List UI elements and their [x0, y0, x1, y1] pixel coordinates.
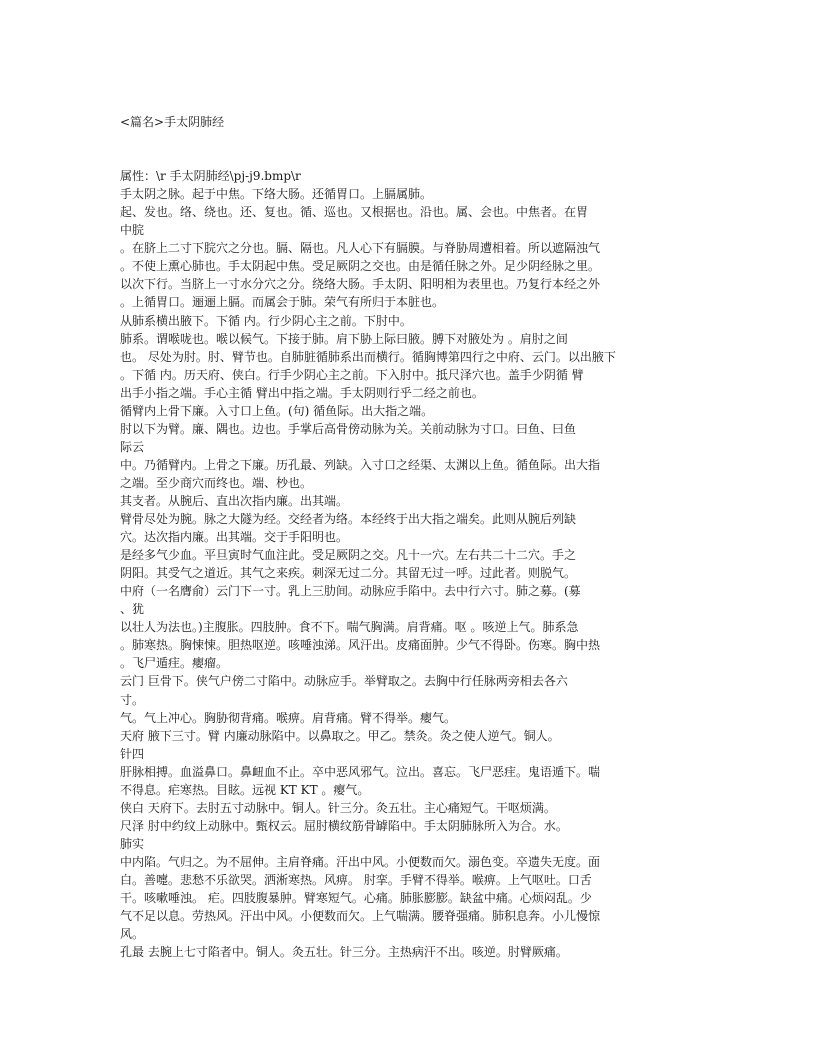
text-line: 中。乃循臂内。上骨之下廉。历孔最、列缺。入寸口之经渠、太渊以上鱼。循鱼际。出大指 [120, 457, 601, 472]
blank-line [120, 149, 700, 167]
document-heading: <篇名>手太阴肺经 [120, 115, 225, 129]
blank-line [120, 131, 700, 149]
text-line: 侠白 天府下。去肘五寸动脉中。铜人。针三分。灸五壮。主心痛短气。干呕烦满。 [120, 800, 556, 815]
text-line: 之端。至少商穴而终也。端、杪也。 [120, 475, 313, 490]
text-line: 气。气上冲心。胸胁彻背痛。喉痹。肩背痛。臂不得举。瘿气。 [120, 710, 457, 725]
text-line: 其支者。从腕后、直出次指内廉。出其端。 [120, 493, 349, 508]
text-line: 际云 [120, 439, 145, 454]
text-line: 气不足以息。劳热风。汗出中风。小便数而欠。上气喘满。腰脊强痛。肺积息奔。小儿慢惊 [120, 909, 601, 924]
text-line: 阴阳。其受气之道近。其气之来疾。刺深无过二分。其留无过一呼。过此者。则脱气。 [120, 566, 577, 581]
text-line: 以次下行。当脐上一寸水分穴之分。绕络大肠。手太阴、阳明相为表里也。乃复行本经之外 [120, 277, 601, 292]
document-page [120, 113, 700, 961]
text-line: 肺实 [120, 836, 145, 851]
text-line: 从肺系横出腋下。下循 内。行少阴心主之前。下肘中。 [120, 313, 412, 328]
text-line: 属性：\r 手太阴肺经\pj-j9.bmp\r [120, 169, 301, 184]
text-line: 寸。 [120, 692, 145, 707]
text-line: 云门 巨骨下。侠气户傍二寸陷中。动脉应手。举臂取之。去胸中行任脉两旁相去各六 [120, 674, 568, 689]
text-line: 以壮人为法也。)主腹胀。四肢肿。食不下。喘气胸满。肩背痛。呕 。咳逆上气。肺系急 [120, 620, 579, 635]
text-line: 循臂内上骨下廉。入寸口上鱼。(句) 循鱼际。出大指之端。 [120, 403, 434, 418]
text-line: 干。咳嗽唾浊。 疟。四肢腹暴肿。臂寒短气。心痛。肺胀膨膨。缺盆中痛。心烦闷乱。少 [120, 891, 592, 906]
text-line: 天府 腋下三寸。臂 内廉动脉陷中。以鼻取之。甲乙。禁灸。灸之使人逆气。铜人。 [120, 728, 560, 743]
text-line: 不得息。疟寒热。目眩。远视 KT KT 。瘿气。 [120, 782, 370, 797]
text-line: 肘以下为臂。廉、隅也。边也。手掌后高骨傍动脉为关。关前动脉为寸口。曰鱼、曰鱼 [120, 421, 577, 436]
text-line: 白。善嚏。悲愁不乐欲哭。洒淅寒热。风痹。 肘挛。手臂不得举。喉痹。上气呕吐。口舌 [120, 872, 592, 887]
text-line: 臂骨尽处为腕。脉之大隧为经。交经者为络。本经终于出大指之端矣。此则从腕后列缺 [120, 512, 577, 527]
text-line: 起、发也。络、绕也。还、复也。循、巡也。又根据也。沿也。属、会也。中焦者。在胃 [120, 205, 589, 220]
text-line: 也。 尽处为肘。肘、臂节也。自肺脏循肺系出而横行。循胸博第四行之中府、云门。以出腋下 [120, 349, 616, 364]
text-line: 中府（一名膺俞）云门下一寸。乳上三肋间。动脉应手陷中。去中行六寸。肺之募。(募 [120, 584, 581, 599]
text-line: 尺泽 肘中约纹上动脉中。甄权云。屈肘横纹筋骨罅陷中。手太阴肺脉所入为合。水。 [120, 818, 568, 833]
text-line: 中脘 [120, 223, 145, 238]
text-line: 中内陷。气归之。为不屈伸。主肩脊痛。汗出中风。小便数而欠。溺色变。卒遗失无度。面 [120, 854, 601, 869]
text-line: 肺系。谓喉咙也。喉以候气。下接于肺。肩下胁上际曰腋。膊下对腋处为 。肩肘之间 [120, 331, 568, 346]
text-line: 。飞尸遁疰。瘿瘤。 [120, 656, 229, 671]
text-line: 。不使上熏心肺也。手太阴起中焦。受足厥阴之交也。由是循任脉之外。足少阴经脉之里。 [120, 259, 601, 274]
text-line: 穴。达次指内廉。出其端。交于手阳明也。 [120, 530, 349, 545]
text-line: 。在脐上二寸下脘穴之分也。膈、隔也。凡人心下有膈膜。与脊胁周遭相着。所以遮隔浊气 [120, 241, 601, 256]
text-line: 针四 [120, 746, 145, 761]
text-line: 肝脉相搏。血溢鼻口。鼻衄血不止。卒中恶风邪气。泣出。喜忘。飞尸恶疰。鬼语遁下。喘 [120, 764, 601, 779]
text-line: 孔最 去腕上七寸陷者中。铜人。灸五壮。针三分。主热病汗不出。咳逆。肘臂厥痛。 [120, 945, 568, 960]
document-body [120, 167, 700, 961]
text-line: 手太阴之脉。起于中焦。下络大肠。还循胃口。上膈属肺。 [120, 187, 433, 202]
text-line: 风。 [120, 927, 145, 942]
text-line: 、犹 [120, 602, 145, 617]
text-line: 出手小指之端。手心主循 臂出中指之端。手太阴则行乎二经之前也。 [120, 385, 484, 400]
text-line: 。肺寒热。胸悚悚。胆热呕逆。咳唾浊涕。风汗出。皮痛面肿。少气不得卧。伤寒。胸中热 [120, 638, 601, 653]
text-line: 是经多气少血。平旦寅时气血注此。受足厥阴之交。凡十一穴。左右共二十二穴。手之 [120, 548, 577, 563]
text-line: 。下循 内。历天府、侠白。行手少阴心主之前。下入肘中。抵尺泽穴也。盖手少阴循 臂 [120, 367, 584, 382]
text-line: 。上循胃口。逦逦上膈。而属会于肺。荣气有所归于本脏也。 [120, 295, 445, 310]
